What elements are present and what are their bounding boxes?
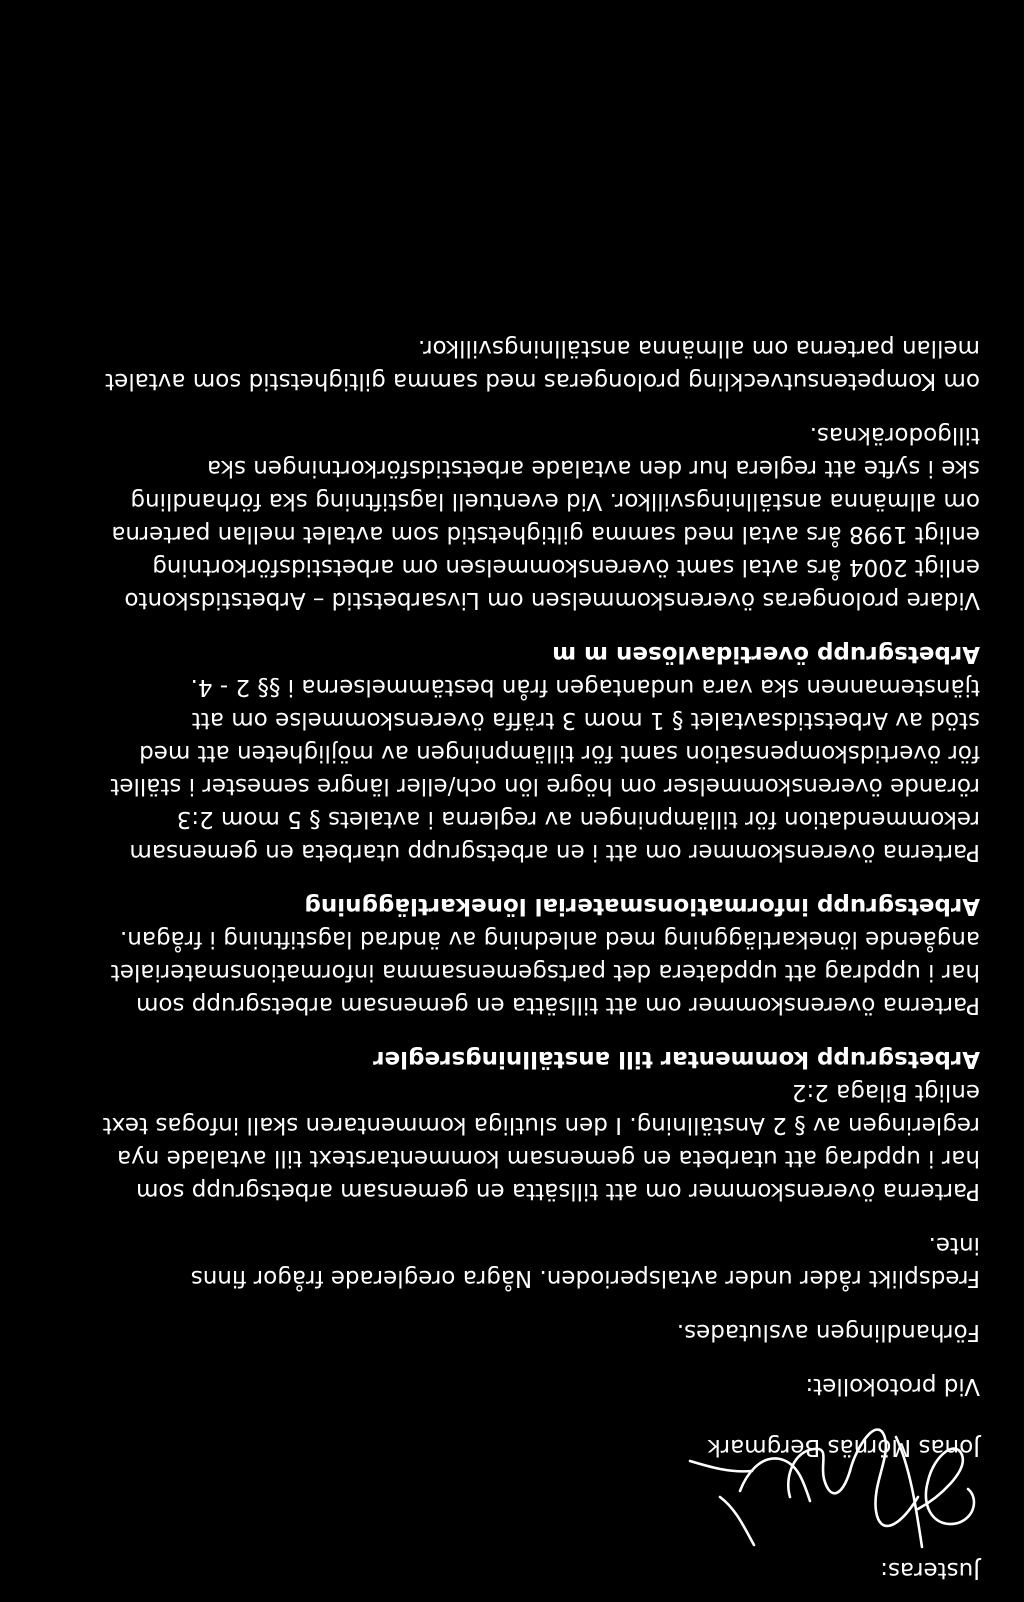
signature-block [20,1402,980,1547]
section-body: Parterna överenskommer om att tillsätta en gemensam arbetsgrupp som har i uppdrag att utarbeta en gemensam kommentarstext till avtalade nya regleringen av § 2 Anställning. I den slutliga kommentaren skall infogas text enligt Bilaga 2:2 [102,1079,980,1204]
document-body [20,331,980,1586]
section-heading: Arbetsgrupp övertidavlösen m m [552,641,980,667]
section-lonekartlaggning [20,889,980,1021]
section-body: Parterna överenskommer om att i en arbetsgrupp utarbeta en gemensam rekommendation för tillämpningen av reglerna i avtalets § 5 mom 2:3 rörande överenskommelser om högre lön och/eller längre semester i stället för övertidskompensation samt för tillämpningen av möjligheten att med stöd av Arbetstidsavtalet § 1 mom 3 träffa överenskommelse om att tjänstemannen ska vara undantagen från bestämmelserna i §§ 2 - 4. [110,674,980,865]
justeras-label: Justeras: [880,1557,980,1583]
protocol-label: Vid protokollet: [805,1373,980,1399]
peace-obligation-paragraph: Fredsplikt råder under avtalsperioden. Några oreglerade frågor finns inte. [190,1232,980,1291]
handwritten-signature [560,1397,980,1567]
section-body: Parterna överenskommer om att tillsätta en gemensam arbetsgrupp som har i uppdrag att uppdatera det partsgemensamma informationsmaterialet angående lönekartläggning med anledning av ändrad lagstiftning i frågan. [110,926,980,1018]
section-overtidavlosen [20,637,980,868]
section-anstallningsregler [20,1042,980,1207]
prolongation-paragraph: Vidare prolongeras överenskommelsen om Livsarbetstid – Arbetstidskonto enligt 2004 års avtal samt överenskommelsen om arbetstidsförkortning enligt 1998 års avtal med samma giltighetstid som avtalet mellan parterna om allmänna anställningsvillkor. Vid eventuell lagstiftning ska förhandling ske i syfte att reglera hur den avtalade arbetstidsförkortningen ska tillgodoräknas. [111,422,980,613]
section-heading: Arbetsgrupp kommentar till anställningsregler [373,1046,980,1072]
section-heading: Arbetsgrupp informationsmaterial lönekartläggning [304,893,980,919]
competence-paragraph: om Kompetensutveckling prolongeras med samma giltighetstid som avtalet mellan parterna om allmänna anställningsvillkor. [105,335,980,394]
signer-name: Jonas Mörnäs Bergmark [707,1434,980,1460]
closing-statement: Förhandlingen avslutades. [676,1319,980,1345]
